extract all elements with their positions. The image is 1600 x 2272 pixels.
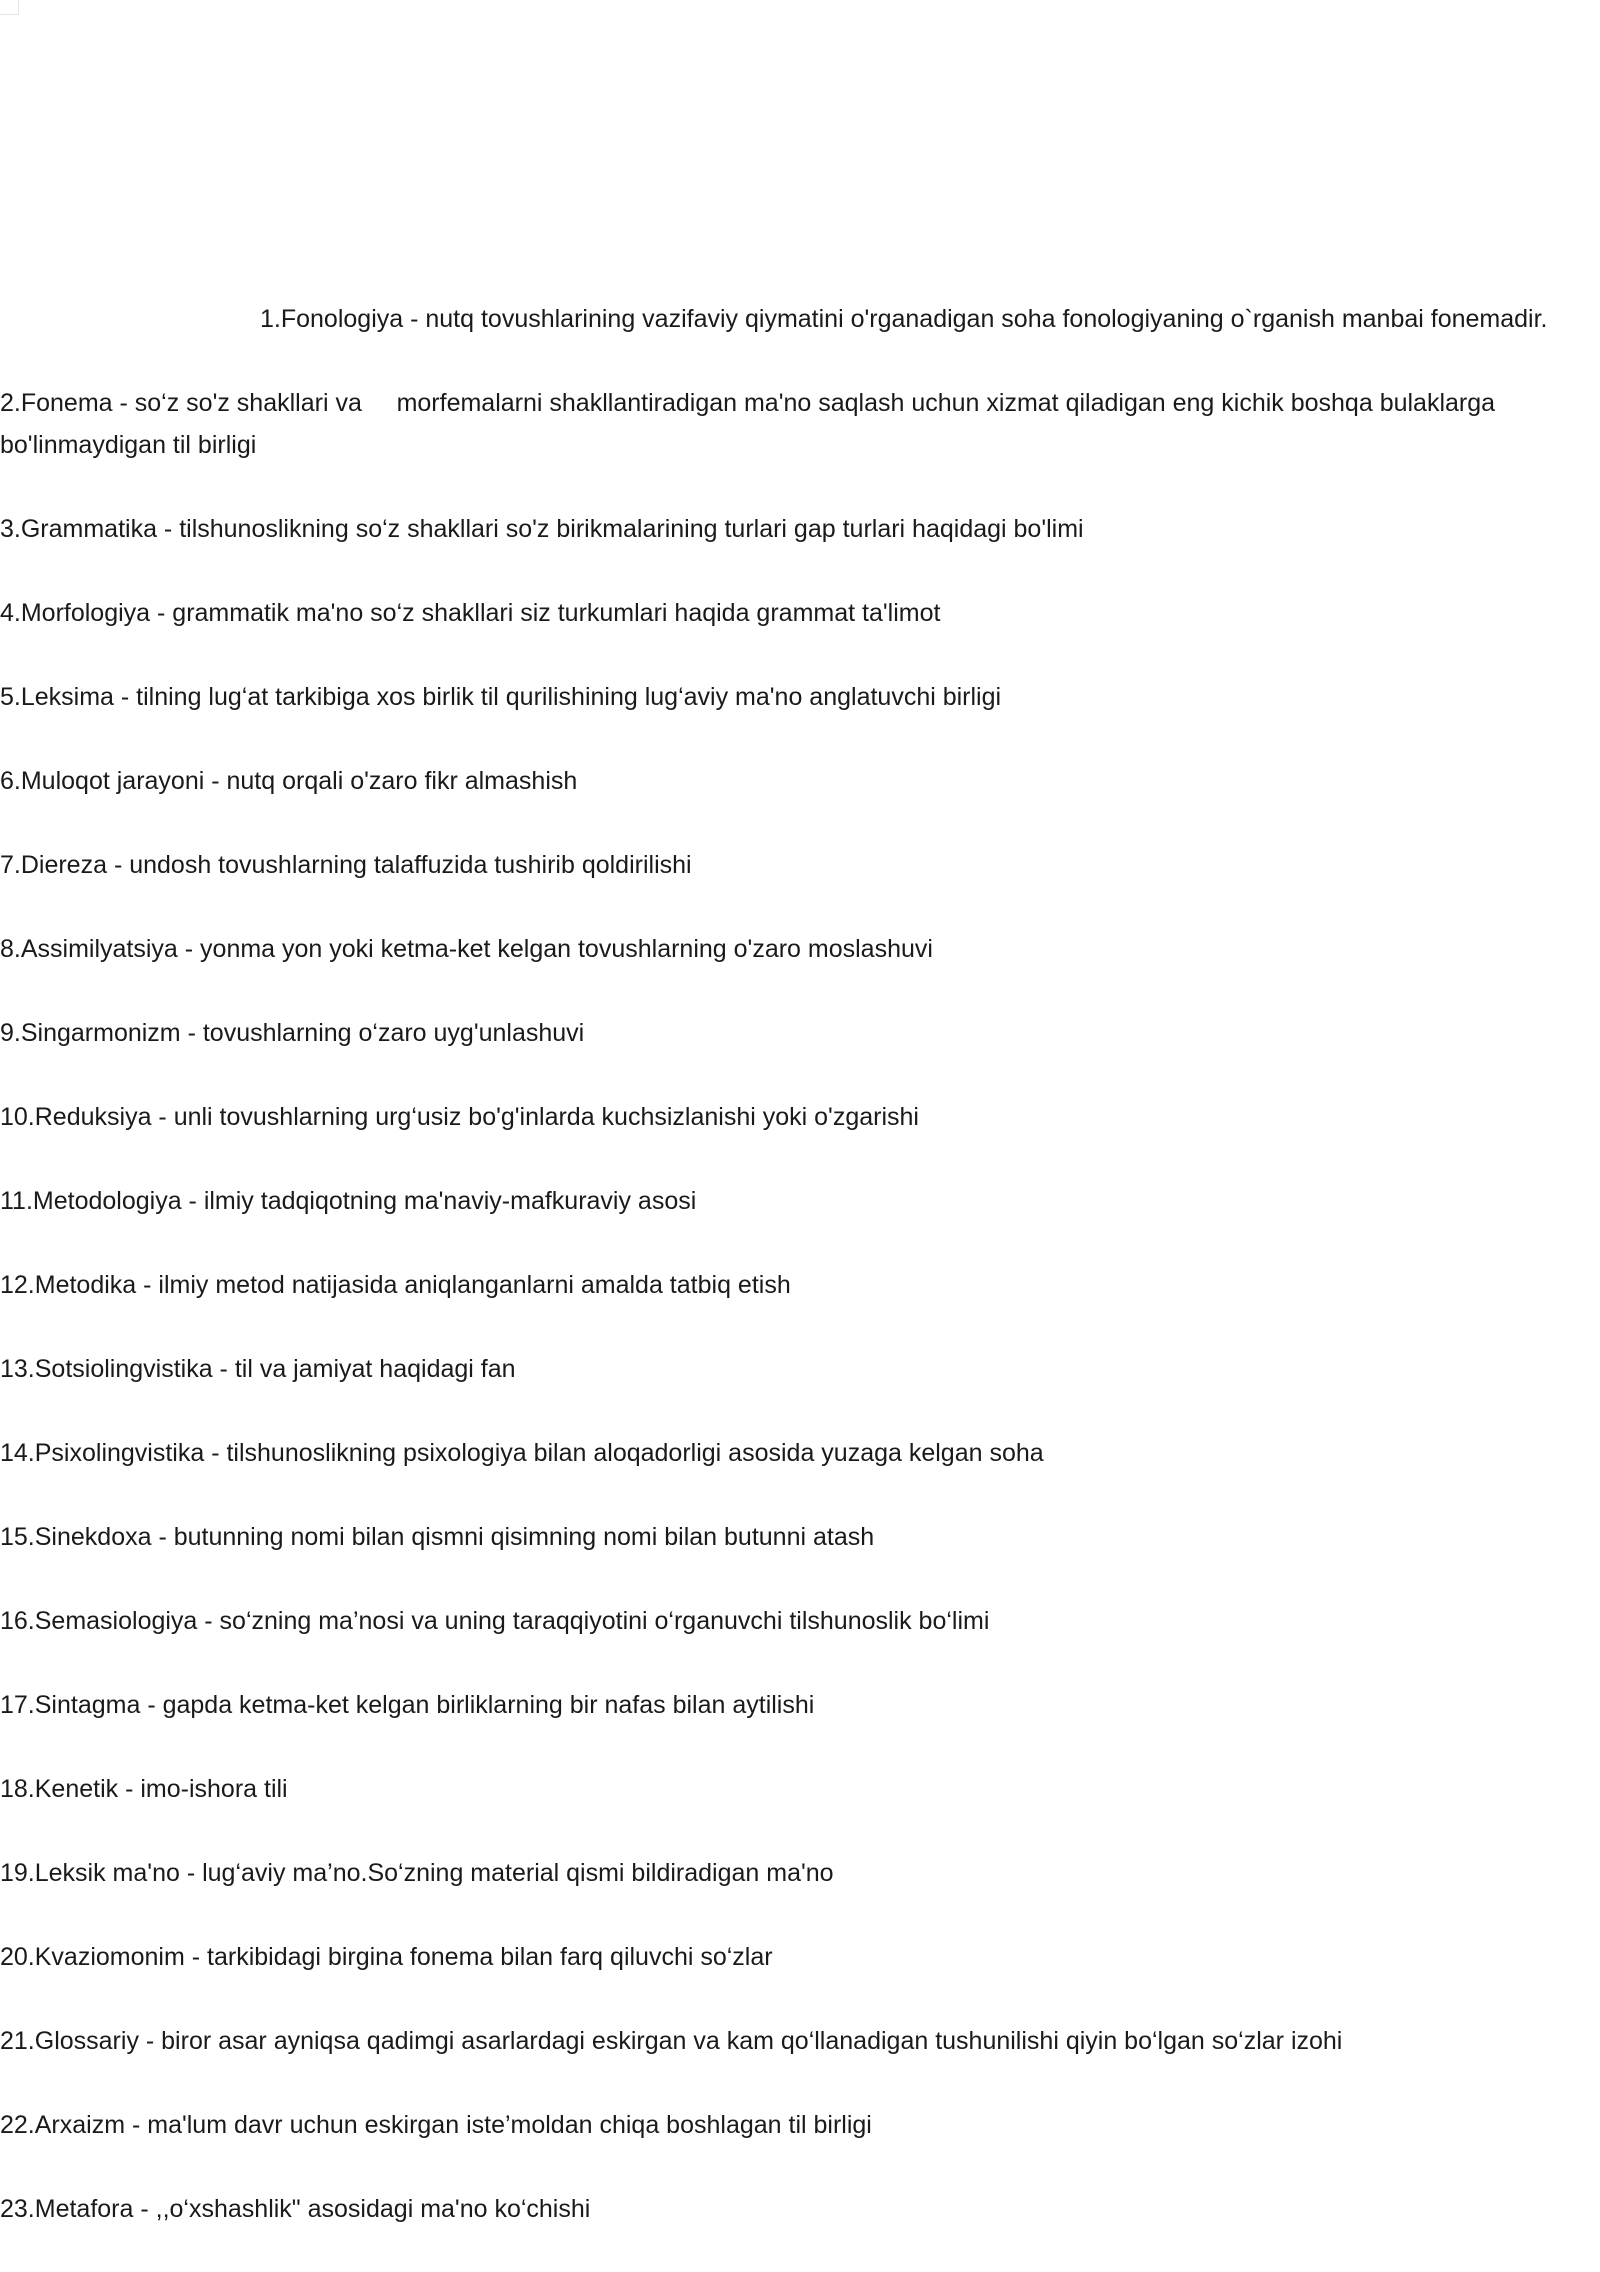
page-corner-mark [0, 0, 19, 15]
glossary-entry: 4.Morfologiya - grammatik ma'no so‘z shakllari siz turkumlari haqida grammat ta'limot [0, 599, 941, 627]
glossary-entry: 2.Fonema - so‘z so'z shakllari va morfemalarni shakllantiradigan ma'no saqlash uchun xizmat qiladigan eng kichik boshqa bulaklarga bo'linmaydigan til birligi [0, 389, 1502, 459]
glossary-entry: 6.Muloqot jarayoni - nutq orqali o'zaro fikr almashish [0, 767, 578, 795]
glossary-entry: 1.Fonologiya - nutq tovushlarining vazifaviy qiymatini o'rganadigan soha fonologiyaning o`rganish manbai fonemadir. [260, 305, 1548, 333]
glossary-entry: 17.Sintagma - gapda ketma-ket kelgan birliklarning bir nafas bilan aytilishi [0, 1691, 815, 1719]
glossary-entry: 19.Leksik ma'no - lug‘aviy ma’no.So‘zning material qismi bildiradigan ma'no [0, 1859, 834, 1887]
glossary-entry: 21.Glossariy - biror asar ayniqsa qadimgi asarlardagi eskirgan va kam qo‘llanadigan tushunilishi qiyin bo‘lgan so‘zlar izohi [0, 2027, 1343, 2055]
glossary-entry: 15.Sinekdoxa - butunning nomi bilan qismni qisimning nomi bilan butunni atash [0, 1523, 875, 1551]
glossary-entry: 23.Metafora - ,,o‘xshashlik" asosidagi ma'no ko‘chishi [0, 2195, 591, 2223]
glossary-entry: 20.Kvaziomonim - tarkibidagi birgina fonema bilan farq qiluvchi so‘zlar [0, 1943, 773, 1971]
glossary-entry: 5.Leksima - tilning lug‘at tarkibiga xos birlik til qurilishining lug‘aviy ma'no anglatuvchi birligi [0, 683, 1002, 711]
glossary-entry: 7.Diereza - undosh tovushlarning talaffuzida tushirib qoldirilishi [0, 851, 692, 879]
glossary-entry: 14.Psixolingvistika - tilshunoslikning psixologiya bilan aloqadorligi asosida yuzaga kelgan soha [0, 1439, 1044, 1467]
glossary-entry: 16.Semasiologiya - so‘zning ma’nosi va uning taraqqiyotini o‘rganuvchi tilshunoslik bo‘limi [0, 1607, 990, 1635]
glossary-entry: 13.Sotsiolingvistika - til va jamiyat haqidagi fan [0, 1355, 516, 1383]
glossary-entry: 10.Reduksiya - unli tovushlarning urg‘usiz bo'g'inlarda kuchsizlanishi yoki o'zgarishi [0, 1103, 919, 1131]
document-body [0, 298, 1600, 2272]
glossary-entry: 9.Singarmonizm - tovushlarning o‘zaro uyg'unlashuvi [0, 1019, 585, 1047]
glossary-entry: 12.Metodika - ilmiy metod natijasida aniqlanganlarni amalda tatbiq etish [0, 1271, 791, 1299]
glossary-entry: 22.Arxaizm - ma'lum davr uchun eskirgan iste’moldan chiqa boshlagan til birligi [0, 2111, 872, 2139]
glossary-entry: 3.Grammatika - tilshunoslikning so‘z shakllari so'z birikmalarining turlari gap turlari haqidagi bo'limi [0, 515, 1084, 543]
glossary-entry: 18.Kenetik - imo-ishora tili [0, 1775, 288, 1803]
glossary-entry: 11.Metodologiya - ilmiy tadqiqotning ma'naviy-mafkuraviy asosi [0, 1187, 697, 1215]
glossary-entry: 8.Assimilyatsiya - yonma yon yoki ketma-ket kelgan tovushlarning o'zaro moslashuvi [0, 935, 933, 963]
